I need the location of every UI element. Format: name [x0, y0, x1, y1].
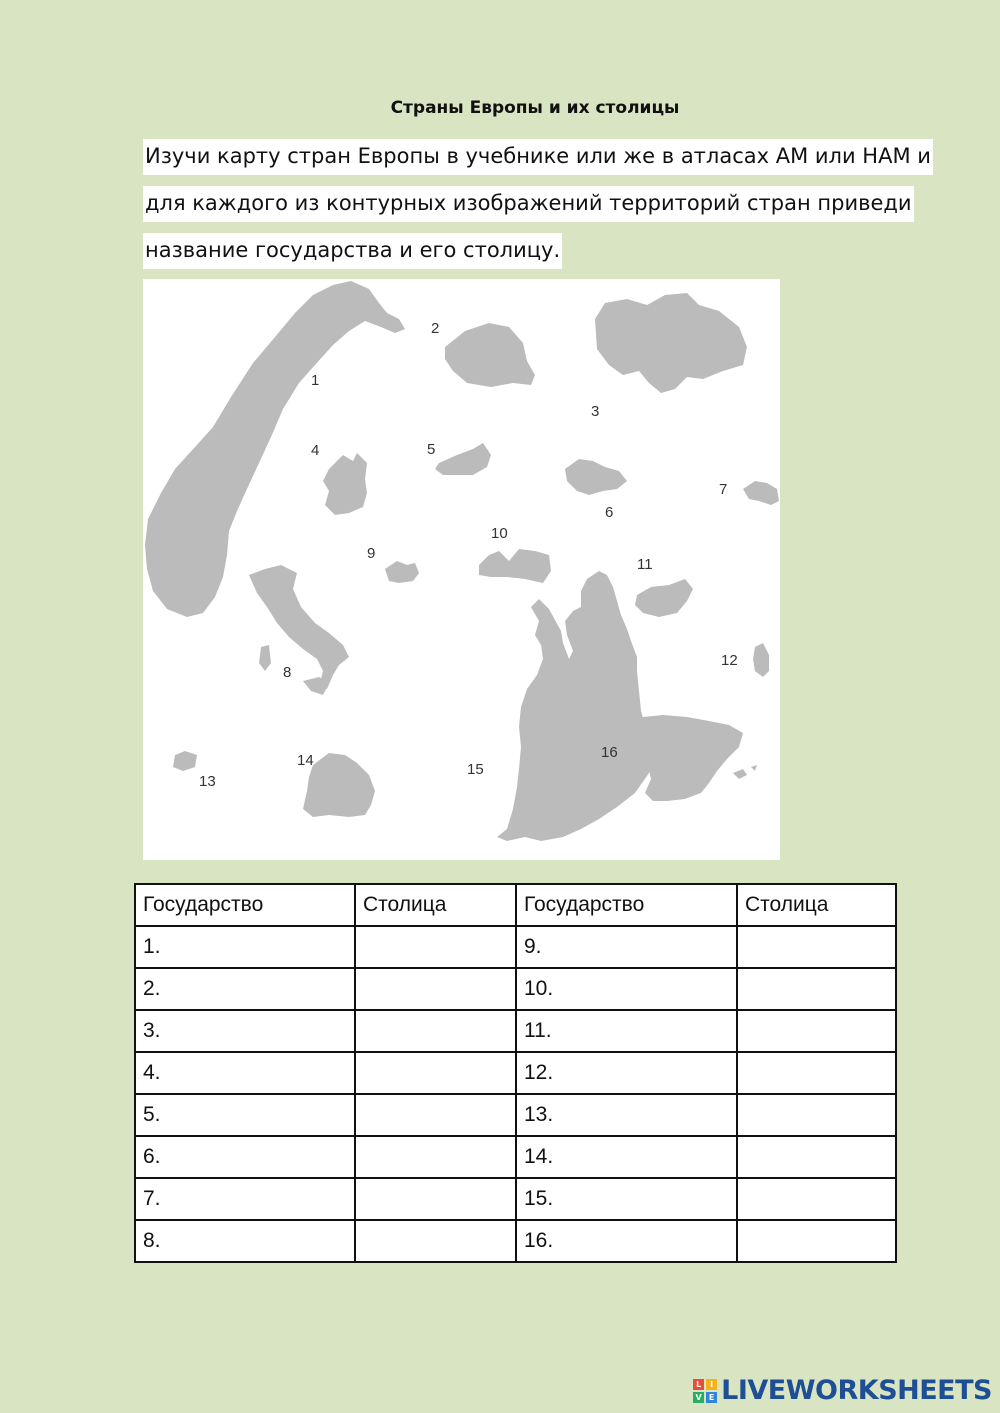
country-shape-4 [323, 453, 367, 515]
country-cell[interactable]: 16. [516, 1220, 737, 1262]
capital-cell[interactable] [355, 1178, 516, 1220]
table-row [135, 926, 896, 968]
capital-cell[interactable] [737, 926, 896, 968]
capital-cell[interactable] [737, 1136, 896, 1178]
header-capital-left: Столица [355, 884, 516, 926]
country-shape-14 [303, 753, 375, 817]
capital-cell[interactable] [737, 968, 896, 1010]
map-label-12: 12 [721, 652, 738, 669]
country-shape-13 [173, 751, 197, 771]
capital-cell[interactable] [737, 1220, 896, 1262]
country-cell[interactable]: 8. [135, 1220, 355, 1262]
capital-cell[interactable] [737, 1010, 896, 1052]
capital-cell[interactable] [737, 1178, 896, 1220]
capital-cell[interactable] [355, 1220, 516, 1262]
country-shape-8-sardinia [259, 645, 271, 671]
map-label-5: 5 [427, 441, 436, 458]
map-label-13: 13 [199, 773, 216, 790]
country-cell[interactable]: 14. [516, 1136, 737, 1178]
table-header-row [135, 884, 896, 926]
country-shape-9 [385, 561, 419, 583]
country-cell[interactable]: 4. [135, 1052, 355, 1094]
country-cell[interactable]: 1. [135, 926, 355, 968]
header-country-right: Государство [516, 884, 737, 926]
country-shape-16 [631, 715, 743, 801]
instruction-line-3: название государства и его столицу. [143, 233, 562, 269]
country-shape-10 [479, 549, 551, 583]
country-shape-5 [435, 443, 491, 475]
table-row [135, 1136, 896, 1178]
table-row [135, 1052, 896, 1094]
table-row [135, 1220, 896, 1262]
country-shape-11 [635, 579, 693, 617]
capital-cell[interactable] [355, 1052, 516, 1094]
brand-name: LIVEWORKSHEETS [721, 1375, 992, 1406]
map-label-7: 7 [719, 481, 728, 498]
logo-letter-v: V [693, 1392, 704, 1403]
map-label-16: 16 [601, 744, 618, 761]
instruction-line-2: для каждого из контурных изображений территорий стран приведи [143, 186, 914, 222]
map-label-6: 6 [605, 504, 614, 521]
country-cell[interactable]: 7. [135, 1178, 355, 1220]
country-cell[interactable]: 3. [135, 1010, 355, 1052]
logo-letter-l: L [693, 1379, 704, 1390]
capital-cell[interactable] [355, 926, 516, 968]
table-row [135, 1178, 896, 1220]
map-label-9: 9 [367, 545, 376, 562]
country-cell[interactable]: 13. [516, 1094, 737, 1136]
country-cell[interactable]: 10. [516, 968, 737, 1010]
map-label-3: 3 [591, 403, 600, 420]
map-label-8: 8 [283, 664, 292, 681]
country-shape-3 [595, 293, 747, 393]
map-label-10: 10 [491, 525, 508, 542]
logo-letter-i: I [706, 1379, 717, 1390]
page-title: Страны Европы и их столицы [390, 98, 680, 118]
capital-cell[interactable] [355, 1010, 516, 1052]
map-label-11: 11 [637, 556, 653, 573]
map-label-14: 14 [297, 752, 314, 769]
capital-cell[interactable] [355, 968, 516, 1010]
liveworksheets-logo-icon [692, 1378, 718, 1404]
country-shape-7 [743, 481, 779, 505]
country-cell[interactable]: 5. [135, 1094, 355, 1136]
header-capital-right: Столица [737, 884, 896, 926]
map-label-1: 1 [311, 372, 320, 389]
table-row [135, 1010, 896, 1052]
logo-letter-e: E [706, 1392, 717, 1403]
answers-table [134, 883, 897, 1263]
country-outlines-map [143, 279, 780, 860]
instruction-line-1: Изучи карту стран Европы в учебнике или же в атласах АМ или НАМ и [143, 139, 933, 175]
capital-cell[interactable] [737, 1052, 896, 1094]
country-cell[interactable]: 11. [516, 1010, 737, 1052]
map-label-4: 4 [311, 442, 320, 459]
country-shape-6 [565, 459, 627, 495]
country-shape-8 [249, 565, 349, 689]
table-row [135, 1094, 896, 1136]
capital-cell[interactable] [737, 1094, 896, 1136]
map-label-15: 15 [467, 761, 484, 778]
country-shape-2 [445, 323, 535, 387]
country-cell[interactable]: 9. [516, 926, 737, 968]
header-country-left: Государство [135, 884, 355, 926]
country-cell[interactable]: 15. [516, 1178, 737, 1220]
capital-cell[interactable] [355, 1136, 516, 1178]
country-shape-12 [753, 643, 769, 677]
table-row [135, 968, 896, 1010]
capital-cell[interactable] [355, 1094, 516, 1136]
liveworksheets-brand[interactable] [692, 1375, 992, 1406]
country-shape-15 [497, 571, 657, 841]
country-cell[interactable]: 2. [135, 968, 355, 1010]
country-cell[interactable]: 6. [135, 1136, 355, 1178]
country-shape-16-islands [733, 765, 757, 779]
country-cell[interactable]: 12. [516, 1052, 737, 1094]
map-label-2: 2 [431, 320, 440, 337]
